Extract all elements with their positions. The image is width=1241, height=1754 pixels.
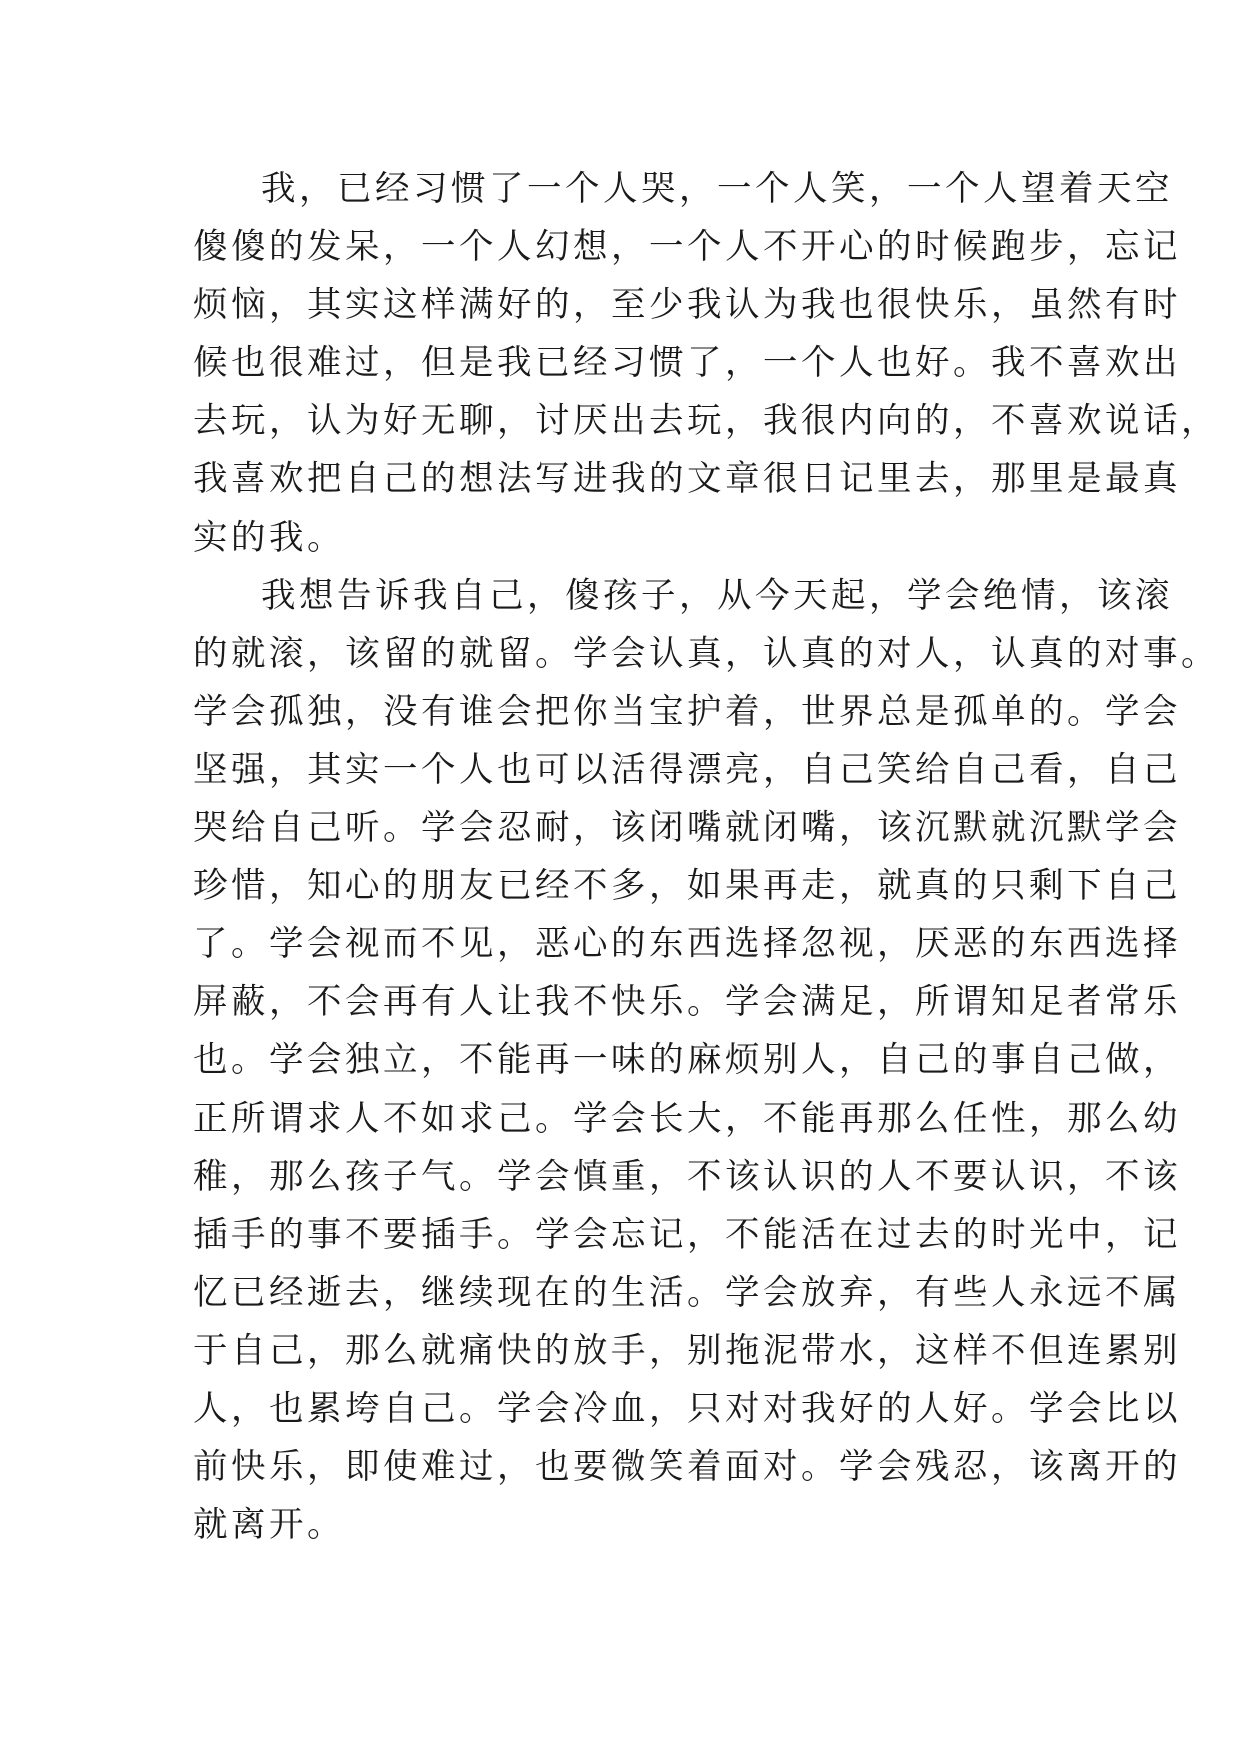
text-line: 稚，那么孩子气。学会慎重，不该认识的人不要认识，不该 <box>193 1156 1181 1197</box>
text-line: 学会孤独，没有谁会把你当宝护着，世界总是孤单的。学会 <box>193 691 1181 732</box>
document-body <box>193 160 1219 1554</box>
paragraph-2 <box>193 567 1219 1555</box>
text-line: 前快乐，即使难过，也要微笑着面对。学会残忍，该离开的 <box>193 1447 1181 1488</box>
text-line: 候也很难过，但是我已经习惯了，一个人也好。我不喜欢出 <box>193 343 1181 384</box>
text-line: 傻傻的发呆，一个人幻想，一个人不开心的时候跑步，忘记 <box>193 227 1181 268</box>
text-line: 实的我。 <box>193 517 345 558</box>
text-line: 了。学会视而不见，恶心的东西选择忽视，厌恶的东西选择 <box>193 924 1181 965</box>
text-line: 烦恼，其实这样满好的，至少我认为我也很快乐，虽然有时 <box>193 285 1181 326</box>
text-line: 于自己，那么就痛快的放手，别拖泥带水，这样不但连累别 <box>193 1330 1181 1371</box>
text-line: 忆已经逝去，继续现在的生活。学会放弃，有些人永远不属 <box>193 1272 1181 1313</box>
text-line: 我想告诉我自己，傻孩子，从今天起，学会绝情，该滚 <box>261 575 1173 616</box>
paragraph-1 <box>193 160 1219 567</box>
text-line: 我，已经习惯了一个人哭，一个人笑，一个人望着天空 <box>261 169 1173 209</box>
text-line: 我喜欢把自己的想法写进我的文章很日记里去，那里是最真 <box>193 459 1181 500</box>
text-line: 插手的事不要插手。学会忘记，不能活在过去的时光中，记 <box>193 1214 1181 1255</box>
text-line: 珍惜，知心的朋友已经不多，如果再走，就真的只剩下自己 <box>193 866 1181 907</box>
text-line: 就离开。 <box>193 1505 345 1546</box>
text-line: 去玩，认为好无聊，讨厌出去玩，我很内向的，不喜欢说话， <box>193 401 1219 442</box>
text-line: 人，也累垮自己。学会冷血，只对对我好的人好。学会比以 <box>193 1388 1181 1429</box>
text-line: 正所谓求人不如求己。学会长大，不能再那么任性，那么幼 <box>193 1098 1181 1139</box>
text-line: 也。学会独立，不能再一味的麻烦别人，自己的事自己做， <box>193 1040 1181 1081</box>
text-line: 的就滚，该留的就留。学会认真，认真的对人，认真的对事。 <box>193 633 1219 674</box>
text-line: 哭给自己听。学会忍耐，该闭嘴就闭嘴，该沉默就沉默学会 <box>193 808 1181 849</box>
text-line: 坚强，其实一个人也可以活得漂亮，自己笑给自己看，自己 <box>193 749 1181 790</box>
text-line: 屏蔽，不会再有人让我不快乐。学会满足，所谓知足者常乐 <box>193 982 1181 1023</box>
